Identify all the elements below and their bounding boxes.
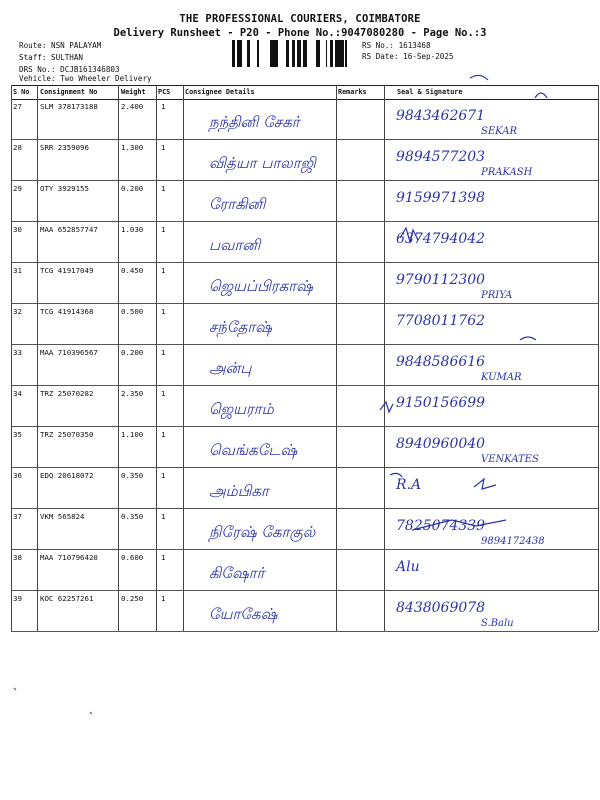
cell-pcs: 1 bbox=[161, 143, 166, 152]
cell-consignment: TRZ 25070350 bbox=[40, 430, 94, 439]
cell-weight: 1.300 bbox=[121, 143, 144, 152]
cell-consignment: TCG 41917049 bbox=[40, 266, 94, 275]
cell-weight: 0.600 bbox=[121, 553, 144, 562]
staff-info: Staff: SULTHAN bbox=[19, 53, 84, 62]
signature-phone: 9159971398 bbox=[396, 190, 486, 206]
cell-pcs: 1 bbox=[161, 102, 166, 111]
cell-weight: 1.100 bbox=[121, 430, 144, 439]
signature-phone: 7825074339 bbox=[396, 518, 486, 534]
col-weight: Weight bbox=[121, 88, 146, 96]
consignee-handwritten-name: அம்பிகா bbox=[209, 482, 269, 500]
cell-pcs: 1 bbox=[161, 430, 166, 439]
signature-phone: 8940960040 bbox=[396, 436, 486, 452]
consignee-handwritten-name: வெங்கடேஷ் bbox=[209, 441, 298, 459]
drs-number: DRS No.: DCJB161346803 bbox=[19, 65, 120, 74]
signature-phone: Alu bbox=[396, 559, 420, 575]
signature-phone: 6374794042 bbox=[396, 231, 486, 247]
cell-weight: 0.200 bbox=[121, 348, 144, 357]
consignee-handwritten-name: அன்பு bbox=[209, 359, 252, 377]
vehicle-info: Vehicle: Two Wheeler Delivery bbox=[19, 74, 152, 83]
col-remarks: Remarks bbox=[338, 88, 367, 96]
cell-consignment: EDQ 20618072 bbox=[40, 471, 94, 480]
signature-note: SEKAR bbox=[481, 126, 517, 137]
company-title: THE PROFESSIONAL COURIERS, COIMBATORE bbox=[179, 13, 421, 25]
rs-date: RS Date: 16-Sep-2025 bbox=[362, 52, 454, 61]
consignee-handwritten-name: ரோகினி bbox=[209, 195, 266, 213]
cell-consignment: SLM 378173188 bbox=[40, 102, 98, 111]
cell-sno: 35 bbox=[13, 430, 22, 439]
cell-pcs: 1 bbox=[161, 307, 166, 316]
col-consignment: Consignment No bbox=[40, 88, 98, 96]
consignee-handwritten-name: ஜெயப்பிரகாஷ் bbox=[209, 277, 313, 295]
signature-phone: 9848586616 bbox=[396, 354, 486, 370]
consignee-handwritten-name: நந்தினி சேகர் bbox=[209, 113, 300, 131]
cell-sno: 33 bbox=[13, 348, 22, 357]
runsheet-title: Delivery Runsheet - P20 - Phone No.:9047080280 - Page No.:3 bbox=[113, 27, 487, 39]
cell-consignment: TRZ 25070282 bbox=[40, 389, 94, 398]
route-info: Route: NSN PALAYAM bbox=[19, 41, 102, 50]
signature-note: PRAKASH bbox=[481, 167, 533, 178]
signature-note: S.Balu bbox=[481, 618, 514, 629]
cell-pcs: 1 bbox=[161, 594, 166, 603]
consignee-handwritten-name: கிஷோர் bbox=[209, 564, 265, 582]
cell-sno: 37 bbox=[13, 512, 22, 521]
col-seal: Seal & Signature bbox=[397, 88, 463, 96]
cell-weight: 0.450 bbox=[121, 266, 144, 275]
consignee-handwritten-name: வித்யா பாலாஜி bbox=[209, 154, 316, 172]
cell-pcs: 1 bbox=[161, 512, 166, 521]
cell-sno: 39 bbox=[13, 594, 22, 603]
cell-sno: 36 bbox=[13, 471, 22, 480]
cell-consignment: KOC 62257261 bbox=[40, 594, 94, 603]
cell-pcs: 1 bbox=[161, 266, 166, 275]
cell-consignment: MAA 710796420 bbox=[40, 553, 98, 562]
cell-sno: 38 bbox=[13, 553, 22, 562]
cell-weight: 2.350 bbox=[121, 389, 144, 398]
cell-weight: 1.030 bbox=[121, 225, 144, 234]
signature-phone: R.A bbox=[396, 477, 422, 493]
cell-pcs: 1 bbox=[161, 553, 166, 562]
signature-note: KUMAR bbox=[481, 372, 522, 383]
cell-sno: 30 bbox=[13, 225, 22, 234]
cell-sno: 29 bbox=[13, 184, 22, 193]
cell-weight: 0.350 bbox=[121, 512, 144, 521]
col-consignee: Consignee Details bbox=[185, 88, 255, 96]
cell-consignment: MAA 710396567 bbox=[40, 348, 98, 357]
cell-weight: 0.500 bbox=[121, 307, 144, 316]
cell-consignment: OTY 3929155 bbox=[40, 184, 89, 193]
cell-consignment: TCG 41914368 bbox=[40, 307, 94, 316]
cell-weight: 0.200 bbox=[121, 184, 144, 193]
cell-weight: 2.400 bbox=[121, 102, 144, 111]
cell-sno: 34 bbox=[13, 389, 22, 398]
signature-phone: 9150156699 bbox=[396, 395, 486, 411]
signature-note: PRIYA bbox=[481, 290, 513, 301]
cell-pcs: 1 bbox=[161, 184, 166, 193]
consignee-handwritten-name: ஜெயராம் bbox=[209, 400, 274, 418]
cell-pcs: 1 bbox=[161, 348, 166, 357]
cell-weight: 0.350 bbox=[121, 471, 144, 480]
cell-consignment: SRR 2359096 bbox=[40, 143, 89, 152]
cell-pcs: 1 bbox=[161, 225, 166, 234]
col-pcs: PCS bbox=[158, 88, 171, 96]
cell-sno: 27 bbox=[13, 102, 22, 111]
cell-sno: 31 bbox=[13, 266, 22, 275]
cell-consignment: VKM 565824 bbox=[40, 512, 85, 521]
cell-sno: 32 bbox=[13, 307, 22, 316]
cell-weight: 0.250 bbox=[121, 594, 144, 603]
signature-note: VENKATES bbox=[481, 454, 539, 465]
cell-consignment: MAA 652857747 bbox=[40, 225, 98, 234]
signature-phone: 9894577203 bbox=[396, 149, 486, 165]
signature-note: 9894172438 bbox=[481, 536, 545, 547]
consignee-handwritten-name: நிரேஷ் கோகுல் bbox=[209, 523, 316, 541]
consignee-handwritten-name: பவானி bbox=[209, 236, 261, 254]
signature-phone: 7708011762 bbox=[396, 313, 486, 329]
cell-pcs: 1 bbox=[161, 471, 166, 480]
consignee-handwritten-name: யோகேஷ் bbox=[209, 605, 278, 623]
rs-number: RS No.: 1613468 bbox=[362, 41, 431, 50]
col-sno: S No bbox=[13, 88, 30, 96]
consignee-handwritten-name: சந்தோஷ் bbox=[209, 318, 272, 336]
signature-phone: 9843462671 bbox=[396, 108, 486, 124]
cell-pcs: 1 bbox=[161, 389, 166, 398]
signature-phone: 9790112300 bbox=[396, 272, 486, 288]
signature-phone: 8438069078 bbox=[396, 600, 486, 616]
cell-sno: 28 bbox=[13, 143, 22, 152]
